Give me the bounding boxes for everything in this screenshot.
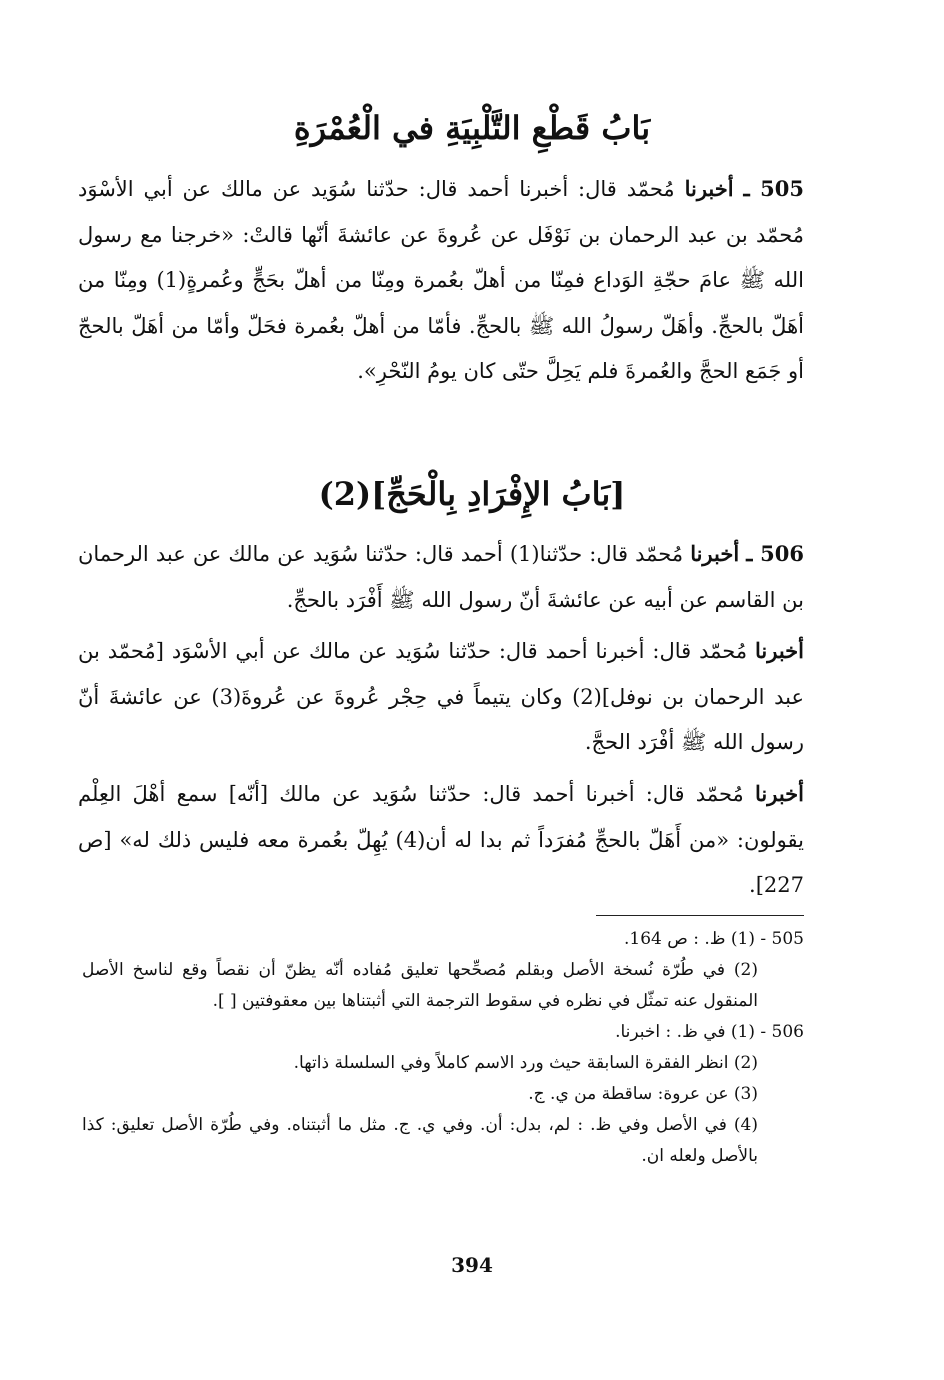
hadith-text: مُحمّد قال: أخبرنا أحمد قال: حدّثنا سُوَيد عن مالك عن أبي الأسْوَد مُحمّد بن عبد الرحمان بن نَوْفَل عن عُروةَ عن عائشةَ أنّها قالتْ: «خرجنا مع رسول الله ﷺ عامَ حجّةِ الوَداع فمِنّا من أهلّ بعُمرة ومِنّا من أهلّ بحَجٍّ وعُمرةٍ(1) ومِنّا من أهَلّ بالحجِّ. وأهَلّ رسولُ الله ﷺ بالحجِّ. فأمّا من أهلّ بعُمرة فحَلّ وأمّا من أهَلّ بالحجّ أو جَمَع الحجَّ والعُمرةَ فلم يَحِلَّ حتّى كان يومُ النّحْرِ». (78, 177, 804, 383)
hadith-number: 506 ـ (746, 541, 804, 566)
footnote-506-2: (2) انظر الفقرة السابقة حيث ورد الاسم كاملاً وفي السلسلة ذاتها. (293, 1053, 758, 1073)
chapter-title-1: بَابُ قَطْعِ التَّلْبِيَةِ في الْعُمْرَةِ (293, 109, 651, 147)
paragraph-2 (78, 628, 804, 766)
hadith-lead: أخبرنا (684, 176, 734, 201)
hadith-text: مُحمّد قال: حدّثنا(1) أحمد قال: حدّثنا سُوَيد عن مالك عن عبد الرحمان بن القاسم عن أبيه عن عائشةَ أنّ رسول الله ﷺ أَفْرَد بالحجِّ. (78, 542, 804, 612)
footnote-506-1: 506 - (1) في ظ. : اخبرنا. (615, 1022, 804, 1042)
paragraph-3 (78, 771, 804, 909)
footnote-506-4: (4) في الأصل وفي ظ. : لم، بدل: أن. وفي ي. ج. مثل ما أثبتناه. وفي طُرّة الأصل تعليق: كذا بالأصل ولعله ان. (82, 1115, 758, 1166)
hadith-506 (78, 531, 804, 623)
paragraph-text: مُحمّد قال: أخبرنا أحمد قال: حدّثنا سُوَيد عن مالك عن أبي الأسْوَد [مُحمّد بن عبد الرحمان بن نوفل](2) وكان يتيماً في حِجْر عُروةَ عن عُروةَ(3) عن عائشةَ أنّ رسول الله ﷺ أفْرَد الحجَّ. (78, 639, 804, 754)
paragraph-text: مُحمّد قال: أخبرنا أحمد قال: حدّثنا سُوَيد عن مالك [أنّه] سمع أهْلَ العِلْم يقولون: «من أَهَلّ بالحجِّ مُفرَداً ثم بدا له أن(4) يُهِلّ بعُمرة معه فليس ذلك له» [ص 227]. (78, 782, 804, 897)
paragraph-lead: أخبرنا (755, 638, 804, 663)
footnote-505-2: (2) في طُرّة نُسخة الأصل وبقلم مُصحِّحها تعليق مُفاده أنّه يظنّ أن نقصاً وقع لناسخ الأصل المنقول عنه تمثّل في نظره في سقوط الترجمة التي أثبتناها بين معقوفتين [ ]. (82, 960, 758, 1011)
footnote-506-3: (3) عن عروة: ساقطة من ي. ج. (528, 1084, 758, 1104)
chapter-title-2: [بَابُ الإِفْرَادِ بِالْحَجِّ](2) (318, 475, 626, 513)
footnote-divider (596, 915, 804, 916)
hadith-lead: أخبرنا (690, 541, 740, 566)
hadith-505 (78, 166, 804, 395)
paragraph-lead: أخبرنا (755, 781, 804, 806)
footnotes (82, 924, 804, 1172)
page-number: 394 (451, 1253, 493, 1277)
footnote-505-1: 505 - (1) ظ. : ص 164. (624, 929, 804, 949)
hadith-number: 505 ـ (743, 176, 804, 201)
